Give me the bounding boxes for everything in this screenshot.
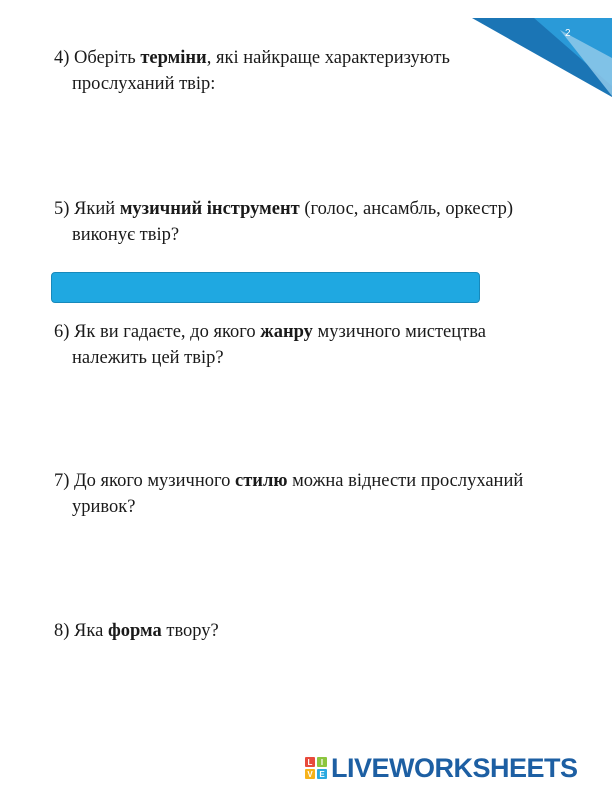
question-number: 5) — [54, 199, 70, 219]
question-keyword: музичний інструмент — [119, 199, 300, 219]
question-number: 7) — [54, 471, 70, 491]
question-text-line2: виконує твір? — [72, 225, 180, 245]
question-number: 4) — [54, 48, 70, 68]
question-number: 8) — [54, 621, 70, 641]
question-keyword: терміни — [140, 48, 207, 68]
logo-tile: V — [305, 769, 315, 779]
question-text-line2: уривок? — [72, 497, 136, 517]
question-text-line2: прослуханий твір: — [72, 74, 216, 94]
question-number: 6) — [54, 322, 70, 342]
question-text-post: можна віднести прослуханий — [287, 471, 524, 491]
question-text-post: твору? — [161, 621, 219, 641]
liveworksheets-logo — [305, 753, 578, 783]
question-text-line2: належить цей твір? — [72, 348, 224, 368]
question-text-pre: Який — [69, 199, 120, 219]
question-7 — [54, 468, 584, 520]
question-6 — [54, 319, 584, 371]
question-text-pre: Яка — [69, 621, 108, 641]
question-keyword: форма — [107, 621, 162, 641]
question-4 — [54, 45, 584, 97]
page-number: 2 — [565, 28, 571, 39]
logo-text: LIVEWORKSHEETS — [331, 752, 578, 783]
question-text-post: музичного мистецтва — [312, 322, 486, 342]
question-text-post: (голос, ансамбль, оркестр) — [299, 199, 514, 219]
logo-tiles-icon — [305, 757, 327, 779]
question-keyword: стилю — [234, 471, 288, 491]
logo-tile: E — [317, 769, 327, 779]
logo-tile: I — [317, 757, 327, 767]
question-text-pre: Оберіть — [69, 48, 141, 68]
logo-tile: L — [305, 757, 315, 767]
question-keyword: жанру — [260, 322, 313, 342]
question-text-pre: Як ви гадаєте, до якого — [69, 322, 261, 342]
question-text-post: , які найкраще характеризують — [206, 48, 450, 68]
question-8 — [54, 618, 584, 644]
answer-input-instrument[interactable] — [51, 272, 480, 303]
question-5 — [54, 196, 584, 248]
question-text-pre: До якого музичного — [69, 471, 235, 491]
